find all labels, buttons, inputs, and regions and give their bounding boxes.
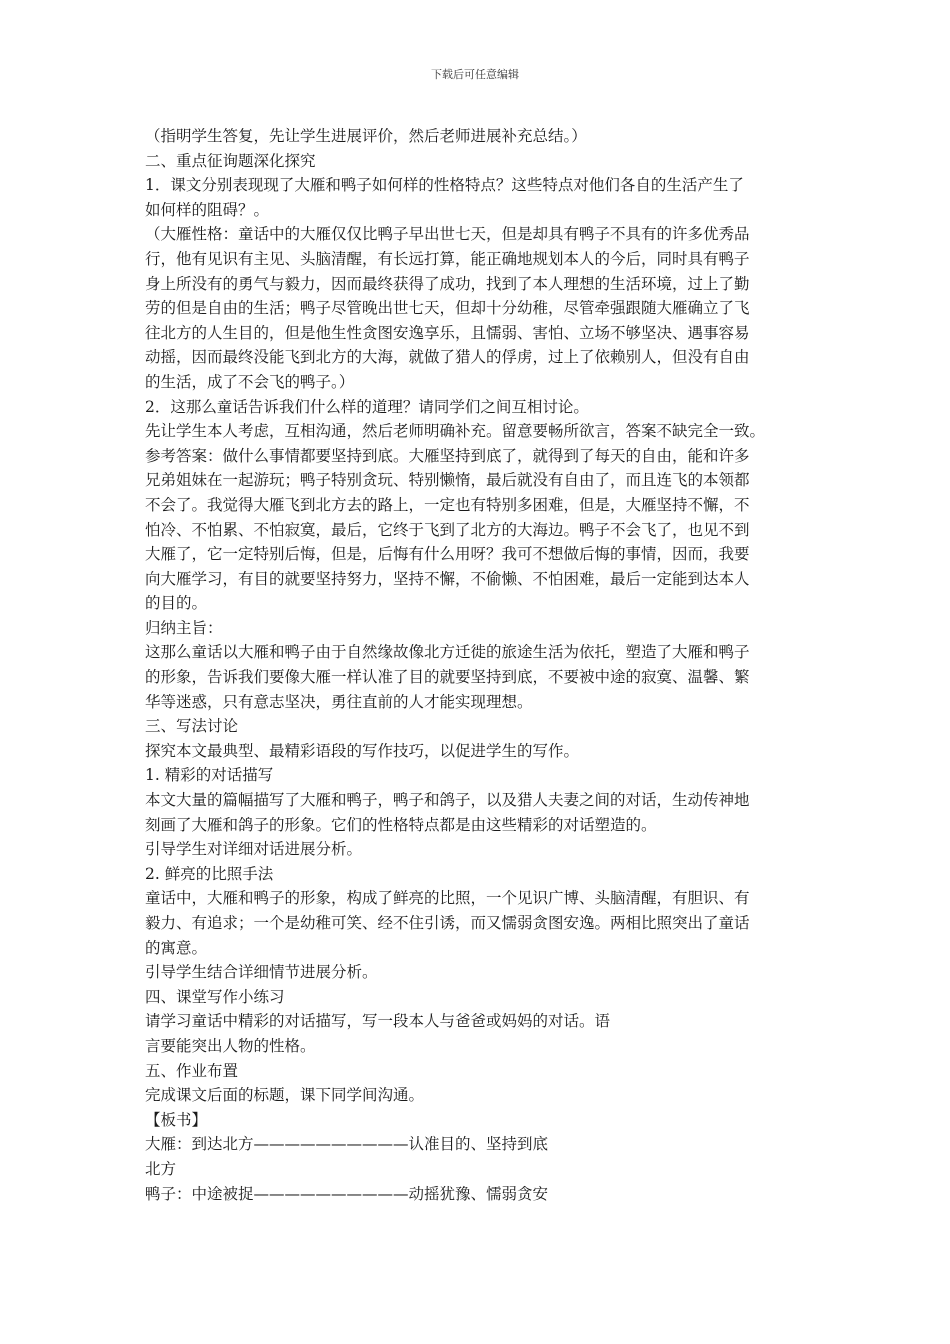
text-line: 引导学生对详细对话进展分析。 <box>145 840 363 859</box>
text-line: 向大雁学习，有目的就要坚持努力，坚持不懈，不偷懒、不怕困难，最后一定能到达本人 <box>145 569 750 588</box>
text-line: 不会了。我觉得大雁飞到北方去的路上，一定也有特别多困难，但是，大雁坚持不懈，不 <box>145 495 750 514</box>
text-line: 1．课文分别表现现了大雁和鸭子如何样的性格特点？这些特点对他们各自的生活产生了 <box>145 176 744 195</box>
text-line: 探究本文最典型、最精彩语段的写作技巧，以促进学生的写作。 <box>145 741 580 760</box>
text-line: 动摇，因而最终没能飞到北方的大海，就做了猎人的俘虏，过上了依赖别人，但没有自由 <box>145 348 750 367</box>
text-line: 先让学生本人考虑，互相沟通，然后老师明确补充。留意要畅所欲言，答案不缺完全一致。 <box>145 422 766 441</box>
text-line: 三、写法讨论 <box>145 717 239 736</box>
text-line: 这那么童话以大雁和鸭子由于自然缘故像北方迁徙的旅途生活为依托，塑造了大雁和鸭子 <box>145 643 750 662</box>
text-line: 2．这那么童话告诉我们什么样的道理？请同学们之间互相讨论。 <box>145 397 589 416</box>
text-line: 言要能突出人物的性格。 <box>145 1036 316 1055</box>
text-line: 劳的但是自由的生活；鸭子尽管晚出世七天，但却十分幼稚，尽管牵强跟随大雁确立了飞 <box>145 299 750 318</box>
text-line: 刻画了大雁和鸽子的形象。它们的性格特点都是由这些精彩的对话塑造的。 <box>145 815 657 834</box>
text-line: 怕冷、不怕累、不怕寂寞，最后，它终于飞到了北方的大海边。鸭子不会飞了，也见不到 <box>145 520 750 539</box>
text-line: 二、重点征询题深化探究 <box>145 151 316 170</box>
text-line: 引导学生结合详细情节进展分析。 <box>145 963 378 982</box>
text-line: 华等迷惑，只有意志坚决，勇往直前的人才能实现理想。 <box>145 692 533 711</box>
text-line: 2. 鲜亮的比照手法 <box>145 864 274 883</box>
text-line: 北方 <box>145 1159 177 1178</box>
text-line: 毅力、有追求；一个是幼稚可笑、经不住引诱，而又懦弱贪图安逸。两相比照突出了童话 <box>145 914 750 932</box>
text-line: 的目的。 <box>145 594 208 613</box>
text-line: 的寓意。 <box>145 938 208 957</box>
text-line: 【板书】 <box>145 1110 208 1129</box>
text-line: 五、作业布置 <box>145 1061 239 1080</box>
text-line: 鸭子：中途被捉——————————动摇犹豫、懦弱贪安 <box>145 1184 549 1203</box>
text-line: 身上所没有的勇气与毅力，因而最终获得了成功，找到了本人理想的生活环境，过上了勤 <box>145 274 750 293</box>
text-line: 参考答案：做什么事情都要坚持到底。大雁坚持到底了，就得到了每天的自由，能和许多 <box>145 446 750 465</box>
text-line: 1. 精彩的对话描写 <box>145 766 274 785</box>
text-line: 如何样的阻碍？。 <box>145 200 270 219</box>
page-header: 下载后可任意编辑 <box>431 68 519 81</box>
text-line: 完成课文后面的标题，课下同学间沟通。 <box>145 1086 425 1105</box>
text-line: 童话中，大雁和鸭子的形象，构成了鲜亮的比照，一个见识广博、头脑清醒，有胆识、有 <box>145 889 750 908</box>
text-line: 行，他有见识有主见、头脑清醒，有长远打算，能正确地规划本人的今后，同时具有鸭子 <box>145 249 750 268</box>
document-body <box>145 124 815 1206</box>
text-line: 请学习童话中精彩的对话描写，写一段本人与爸爸或妈妈的对话。语 <box>145 1012 611 1031</box>
text-line: 本文大量的篇幅描写了大雁和鸭子，鸭子和鸽子，以及猎人夫妻之间的对话，生动传神地 <box>145 791 750 810</box>
text-line: 往北方的人生目的，但是他生性贪图安逸享乐，且懦弱、害怕、立场不够坚决、遇事容易 <box>145 323 750 342</box>
text-line: （大雁性格：童话中的大雁仅仅比鸭子早出世七天，但是却具有鸭子不具有的许多优秀品 <box>145 225 750 244</box>
text-line: 大雁：到达北方——————————认准目的、坚持到底 <box>145 1135 549 1154</box>
text-line: 归纳主旨： <box>145 618 223 637</box>
text-line: （指明学生答复，先让学生进展评价，然后老师进展补充总结。） <box>145 127 587 145</box>
text-line: 兄弟姐妹在一起游玩；鸭子特别贪玩、特别懒惰，最后就没有自由了，而且连飞的本领都 <box>145 471 750 490</box>
text-line: 的形象，告诉我们要像大雁一样认准了目的就要坚持到底，不要被中途的寂寞、温馨、繁 <box>145 668 750 687</box>
text-line: 大雁了，它一定特别后悔，但是，后悔有什么用呀？我可不想做后悔的事情，因而，我要 <box>145 545 750 564</box>
text-line: 四、课堂写作小练习 <box>145 987 285 1006</box>
text-line: 的生活，成了不会飞的鸭子。） <box>145 372 355 391</box>
